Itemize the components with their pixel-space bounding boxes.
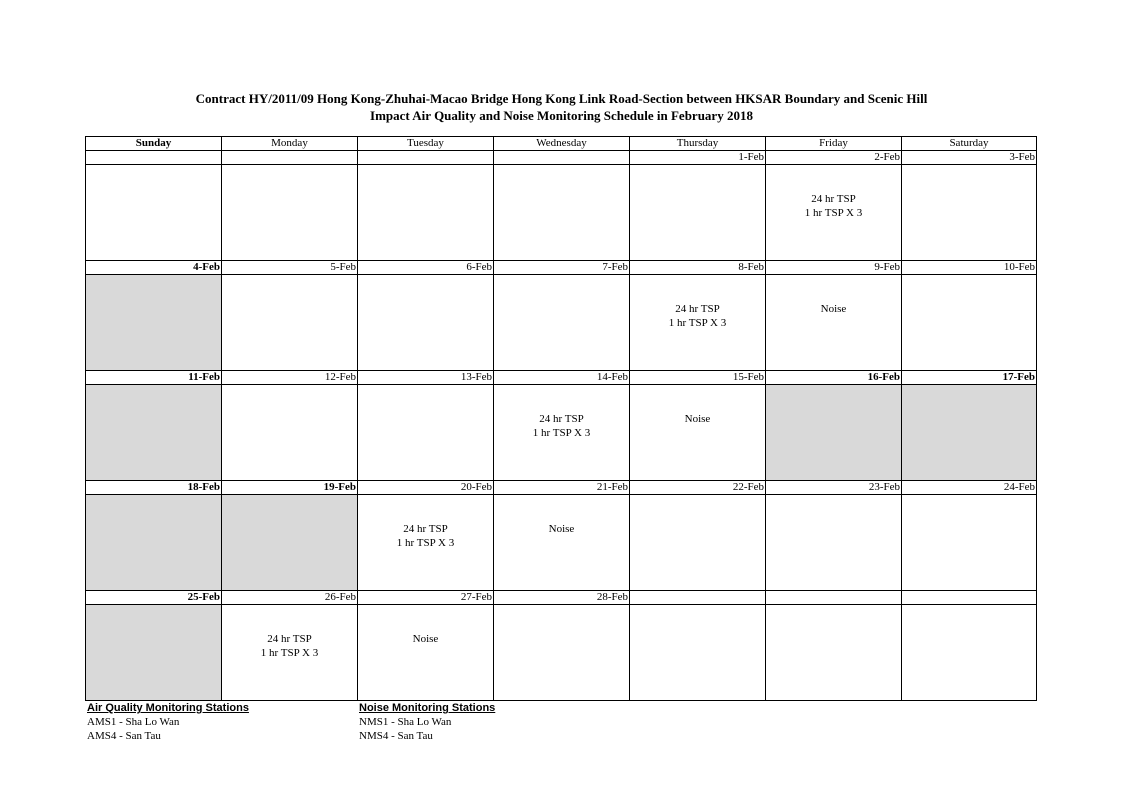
day-date-label: 15-Feb — [630, 371, 766, 385]
day-cell[interactable] — [630, 275, 766, 371]
day-date-label: 23-Feb — [766, 481, 902, 495]
monthly-calendar — [85, 136, 1037, 701]
day-cell[interactable] — [358, 495, 494, 591]
tsp-event: 24 hr TSP — [539, 413, 584, 425]
day-date-label: 11-Feb — [86, 371, 222, 385]
day-date-label: 10-Feb — [902, 261, 1037, 275]
noise-event: Noise — [820, 303, 847, 315]
day-date-label: 28-Feb — [494, 591, 630, 605]
day-date-label: 2-Feb — [766, 151, 902, 165]
day-cell[interactable] — [766, 165, 902, 261]
schedule-title-line2: Impact Air Quality and Noise Monitoring Schedule in February 2018 — [370, 108, 753, 123]
day-cell[interactable] — [358, 275, 494, 371]
day-cell[interactable] — [222, 495, 358, 591]
day-cell[interactable] — [630, 165, 766, 261]
day-cell[interactable] — [902, 385, 1037, 481]
weekday-header: Friday — [766, 137, 902, 151]
day-cell[interactable] — [358, 605, 494, 701]
weekday-header: Sunday — [86, 137, 222, 151]
day-date-label — [358, 151, 494, 165]
weekday-header: Tuesday — [358, 137, 494, 151]
air-quality-legend — [87, 701, 249, 743]
day-cell[interactable] — [766, 495, 902, 591]
day-cell[interactable] — [766, 275, 902, 371]
day-date-label: 25-Feb — [86, 591, 222, 605]
tsp-event: 24 hr TSP — [403, 523, 448, 535]
tsp-event: 1 hr TSP X 3 — [668, 317, 727, 329]
day-cell[interactable] — [902, 495, 1037, 591]
day-cell[interactable] — [222, 165, 358, 261]
day-date-label: 22-Feb — [630, 481, 766, 495]
day-cell[interactable] — [494, 275, 630, 371]
air-quality-station: AMS4 - San Tau — [87, 730, 161, 742]
weekday-header: Wednesday — [494, 137, 630, 151]
day-date-label: 13-Feb — [358, 371, 494, 385]
tsp-event: 24 hr TSP — [267, 633, 312, 645]
day-cell[interactable] — [494, 605, 630, 701]
day-cell[interactable] — [902, 605, 1037, 701]
day-date-label: 18-Feb — [86, 481, 222, 495]
day-date-label: 21-Feb — [494, 481, 630, 495]
day-date-label: 5-Feb — [222, 261, 358, 275]
day-date-label: 14-Feb — [494, 371, 630, 385]
noise-legend-heading: Noise Monitoring Stations — [359, 702, 496, 714]
day-date-label: 24-Feb — [902, 481, 1037, 495]
noise-station: NMS4 - San Tau — [359, 730, 433, 742]
day-cell[interactable] — [902, 165, 1037, 261]
noise-event: Noise — [412, 633, 439, 645]
day-date-label: 3-Feb — [902, 151, 1037, 165]
day-date-label — [630, 591, 766, 605]
day-date-label: 16-Feb — [766, 371, 902, 385]
tsp-event: 24 hr TSP — [675, 303, 720, 315]
day-cell[interactable] — [222, 385, 358, 481]
day-date-label — [86, 151, 222, 165]
day-date-label: 17-Feb — [902, 371, 1037, 385]
day-cell[interactable] — [630, 605, 766, 701]
day-date-label: 1-Feb — [630, 151, 766, 165]
day-date-label — [222, 151, 358, 165]
day-cell[interactable] — [766, 385, 902, 481]
day-date-label: 12-Feb — [222, 371, 358, 385]
noise-station: NMS1 - Sha Lo Wan — [359, 716, 452, 728]
tsp-event: 1 hr TSP X 3 — [532, 427, 591, 439]
day-cell[interactable] — [358, 165, 494, 261]
day-cell[interactable] — [86, 165, 222, 261]
day-cell[interactable] — [630, 495, 766, 591]
day-cell[interactable] — [766, 605, 902, 701]
day-cell[interactable] — [222, 605, 358, 701]
noise-event: Noise — [548, 523, 575, 535]
day-date-label — [766, 591, 902, 605]
day-cell[interactable] — [86, 495, 222, 591]
air-quality-station: AMS1 - Sha Lo Wan — [87, 716, 180, 728]
day-date-label: 8-Feb — [630, 261, 766, 275]
day-date-label: 27-Feb — [358, 591, 494, 605]
day-date-label — [902, 591, 1037, 605]
tsp-event: 1 hr TSP X 3 — [396, 537, 455, 549]
day-cell[interactable] — [902, 275, 1037, 371]
tsp-event: 1 hr TSP X 3 — [260, 647, 319, 659]
day-date-label: 4-Feb — [86, 261, 222, 275]
day-date-label: 7-Feb — [494, 261, 630, 275]
day-cell[interactable] — [630, 385, 766, 481]
tsp-event: 1 hr TSP X 3 — [804, 207, 863, 219]
day-cell[interactable] — [222, 275, 358, 371]
weekday-header: Monday — [222, 137, 358, 151]
weekday-header: Thursday — [630, 137, 766, 151]
day-cell[interactable] — [494, 495, 630, 591]
day-cell[interactable] — [86, 385, 222, 481]
air-quality-legend-heading: Air Quality Monitoring Stations — [87, 702, 249, 714]
weekday-header: Saturday — [902, 137, 1037, 151]
day-date-label: 9-Feb — [766, 261, 902, 275]
schedule-title-line1: Contract HY/2011/09 Hong Kong-Zhuhai-Macao Bridge Hong Kong Link Road-Section between HKSAR Boundary and Scenic Hill — [195, 91, 928, 106]
day-date-label: 20-Feb — [358, 481, 494, 495]
day-cell[interactable] — [494, 165, 630, 261]
day-date-label — [494, 151, 630, 165]
noise-legend — [359, 701, 495, 743]
day-cell[interactable] — [494, 385, 630, 481]
tsp-event: 24 hr TSP — [811, 193, 856, 205]
day-cell[interactable] — [358, 385, 494, 481]
day-date-label: 26-Feb — [222, 591, 358, 605]
day-cell[interactable] — [86, 605, 222, 701]
day-date-label: 19-Feb — [222, 481, 358, 495]
noise-event: Noise — [684, 413, 711, 425]
day-date-label: 6-Feb — [358, 261, 494, 275]
day-cell[interactable] — [86, 275, 222, 371]
